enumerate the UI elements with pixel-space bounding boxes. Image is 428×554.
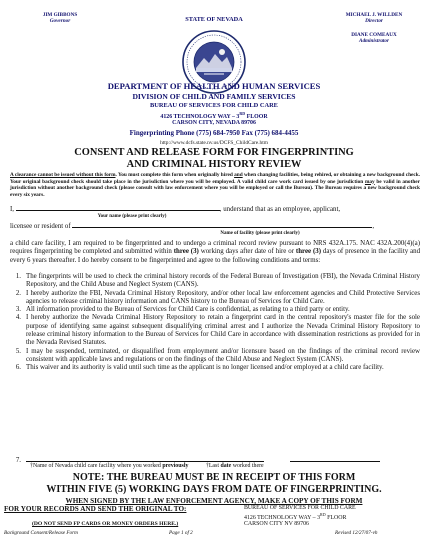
last-date-caption: †Last date worked there <box>205 463 264 469</box>
mailing-address: BUREAU OF SERVICES FOR CHILD CARE 4126 TECHNOLOGY WAY – 3RD FLOOR CARSON CITY NV 89706 <box>244 505 356 528</box>
division-name: DIVISION OF CHILD AND FAMILY SERVICES <box>132 92 296 101</box>
note-deadline: WITHIN FIVE (5) WORKING DAYS FROM DATE OF FINGERPRINTING. <box>46 484 382 495</box>
list-item: 1. The fingerprints will be used to check the criminal history records of the Federal Bureau of Investigation (FBI), the Nevada Criminal History Repository, and the Child Abuse and Neglect System (CANS). <box>15 273 420 289</box>
name-caption: Your name (please print clearly) <box>97 214 167 219</box>
previous-facility-row: 7. <box>10 456 420 464</box>
website-link[interactable]: http://www.dcfs.state.nv.us/DCFS_ChildCare.htm <box>160 140 268 146</box>
bureau-name: BUREAU OF SERVICES FOR CHILD CARE <box>150 102 278 109</box>
facility-caption: Name of facility (please print clearly) <box>220 231 300 236</box>
list-item: 5. I may be suspended, terminated, or disqualified from employment and/or licensure based on the findings of the criminal record review consistent with applicable laws and regulations or on the findings of the Child Abuse and Neglect System (CANS). <box>15 347 420 363</box>
page-footer <box>4 530 424 536</box>
note-send-original: FOR YOUR RECORDS AND SEND THE ORIGINAL TO: <box>4 505 187 513</box>
list-item: 2. I hereby authorize the FBI, Nevada Criminal History Repository, and/or other local law enforcement agencies and Child Protective Services agencies to release criminal history information and CANS history to the Bureau of Services for Child Care. <box>15 289 420 305</box>
director-title: Director <box>365 18 383 25</box>
list-item: 4. I hereby authorize the Nevada Criminal History Repository to retain a fingerprint card in the central repository's master file for the sole purpose of identifying same against subsequent disqualifying criminal arrest and I authorize the Nevada Criminal History Repository to release criminal history information to the Bureau of Services for Child Care in accordance with dissemination restrictions as provided for in the Nevada Revised Statutes. <box>15 314 420 347</box>
page-number: Page 1 of 2 <box>169 530 193 536</box>
warning-paragraph: A clearance cannot be issued without this form. You must complete this form when originally hired and when changing facilities, being rehired, or obtaining a new background check. Your original background check should take place in the jurisdiction where you will be employed. A valid child care work card issued by one jurisdiction may be valid in another jurisdiction without another background check (please consult with law enforcement where you will be employed or call the Bureau). The Bureau requires a new background check every six years. <box>10 172 421 198</box>
form-name: Background Consent/Release Form <box>4 530 78 536</box>
street-address: 4126 TECHNOLOGY WAY – 3RD FLOOR <box>160 111 268 120</box>
note-copy-instructions: WHEN SIGNED BY THE LAW ENFORCEMENT AGENCY, MAKE A COPY OF THIS FORM <box>65 497 363 505</box>
governor-block <box>22 12 98 24</box>
previous-facility-captions <box>30 463 420 469</box>
administrator-title: Administrator <box>359 38 389 45</box>
form-title-line1: CONSENT AND RELEASE FORM FOR FINGERPRINTING <box>74 147 354 158</box>
governor-name: JIM GIBBONS <box>42 12 78 18</box>
state-heading: STATE OF NEVADA <box>185 16 243 23</box>
director-name: MICHAEL J. WILLDEN <box>345 12 403 18</box>
phone-fax: Fingerprinting Phone (775) 684-7950 Fax (775) 684-4455 <box>129 129 299 137</box>
consent-paragraph: a child care facility, I am required to be fingerprinted and to undergo a criminal record review pursuant to NRS 432A.175. NAC 432A.200(4)(a) requires fingerprinting be completed and submitted within three (3) working days after date of hire or three (3) days of presence in the facility and every 6 years thereafter. I do hereby consent to be fingerprinted and agree to the following conditions and terms: <box>10 240 421 264</box>
last-date-field[interactable] <box>290 456 380 462</box>
do-not-send-note: (DO NOT SEND FP CARDS OR MONEY ORDERS HERE.) <box>32 521 179 527</box>
administrator-name: DIANE COMEAUX <box>351 32 397 38</box>
previous-facility-field[interactable] <box>26 456 264 462</box>
governor-title: Governor <box>49 18 71 25</box>
list-item: 6. This waiver and its authority is valid until such time as the applicant is no longer licensed and/or employed at a child care facility. <box>15 364 384 372</box>
facility-name-field[interactable] <box>72 222 372 228</box>
name-line: I, , understand that as an employee, applicant, <box>10 206 341 213</box>
facility-line: licensee or resident of , <box>10 223 375 230</box>
list-item: 3. All information provided to the Bureau of Services for Child Care is confidential, as relating to a third party or entity. <box>15 306 350 314</box>
revision-date: Revised 12/27/07-vh <box>335 530 378 536</box>
director-block <box>332 12 416 24</box>
previous-facility-caption: †Name of Nevada child care facility where you worked previously <box>30 463 189 469</box>
department-name: DEPARTMENT OF HEALTH AND HUMAN SERVICES <box>107 81 321 91</box>
administrator-block <box>332 32 416 44</box>
city-address: CARSON CITY, NEVADA 89706 <box>172 120 256 126</box>
conditions-list <box>10 273 420 373</box>
form-title-line2: AND CRIMINAL HISTORY REVIEW <box>126 159 302 170</box>
note-receipt: NOTE: THE BUREAU MUST BE IN RECEIPT OF THIS FORM <box>72 472 356 483</box>
applicant-name-field[interactable] <box>16 205 220 211</box>
